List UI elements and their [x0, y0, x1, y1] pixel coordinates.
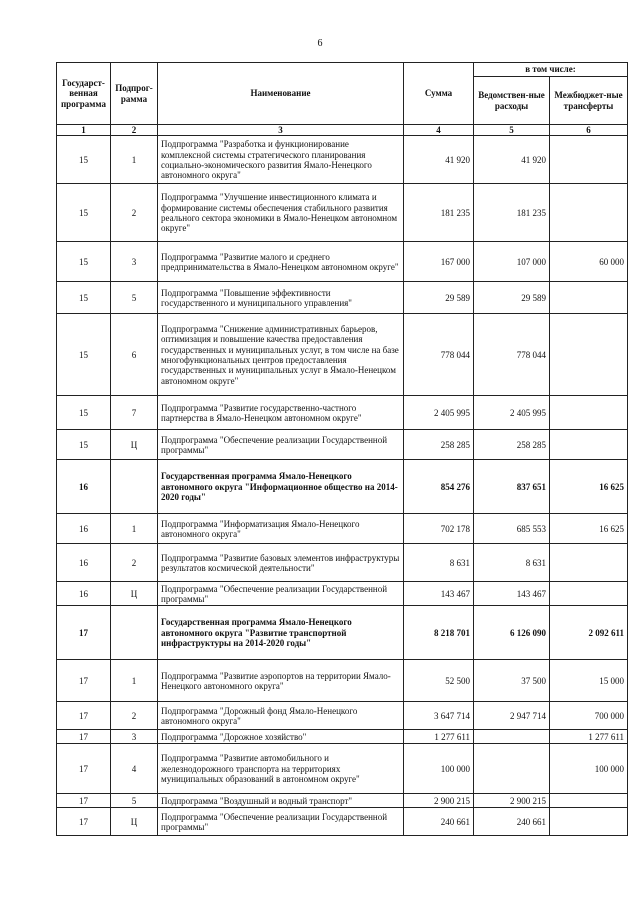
name-cell: Подпрограмма "Развитие малого и среднего предпринимательства в Ямало-Ненецком автономном округе" — [158, 242, 404, 282]
header-subprogram: Подпрог-рамма — [111, 63, 158, 125]
program-cell: 16 — [57, 582, 111, 606]
subprogram-cell: 1 — [111, 136, 158, 184]
subprogram-cell: 4 — [111, 744, 158, 794]
sum-cell: 3 647 714 — [404, 702, 474, 730]
sum-cell: 181 235 — [404, 184, 474, 242]
subprogram-cell — [111, 606, 158, 660]
departmental-cell: 6 126 090 — [474, 606, 550, 660]
subprogram-cell: 6 — [111, 314, 158, 396]
header-departmental: Ведомствен-ные расходы — [474, 77, 550, 125]
name-cell: Подпрограмма "Обеспечение реализации Государственной программы" — [158, 430, 404, 460]
transfers-cell: 60 000 — [550, 242, 628, 282]
column-index: 5 — [474, 125, 550, 136]
header-name: Наименование — [158, 63, 404, 125]
column-index: 4 — [404, 125, 474, 136]
departmental-cell: 8 631 — [474, 544, 550, 582]
subprogram-cell: 3 — [111, 730, 158, 744]
name-cell: Подпрограмма "Повышение эффективности государственного и муниципального управления" — [158, 282, 404, 314]
transfers-cell — [550, 544, 628, 582]
transfers-cell — [550, 794, 628, 808]
header-transfers: Межбюджет-ные трансферты — [550, 77, 628, 125]
name-cell: Государственная программа Ямало-Ненецкого автономного округа "Информационное общество на 2014-2020 годы" — [158, 460, 404, 514]
departmental-cell: 240 661 — [474, 808, 550, 836]
sum-cell: 8 631 — [404, 544, 474, 582]
table-row — [57, 544, 628, 582]
program-cell: 15 — [57, 430, 111, 460]
departmental-cell: 2 947 714 — [474, 702, 550, 730]
sum-cell: 258 285 — [404, 430, 474, 460]
departmental-cell: 41 920 — [474, 136, 550, 184]
sum-cell: 778 044 — [404, 314, 474, 396]
program-cell: 15 — [57, 184, 111, 242]
subprogram-cell — [111, 460, 158, 514]
sum-cell: 1 277 611 — [404, 730, 474, 744]
transfers-cell: 16 625 — [550, 514, 628, 544]
sum-cell: 8 218 701 — [404, 606, 474, 660]
sum-cell: 702 178 — [404, 514, 474, 544]
departmental-cell: 37 500 — [474, 660, 550, 702]
table-row — [57, 514, 628, 544]
table-row — [57, 184, 628, 242]
program-cell: 17 — [57, 808, 111, 836]
program-cell: 16 — [57, 514, 111, 544]
program-cell: 15 — [57, 136, 111, 184]
transfers-cell — [550, 314, 628, 396]
departmental-cell: 29 589 — [474, 282, 550, 314]
program-cell: 17 — [57, 702, 111, 730]
name-cell: Подпрограмма "Дорожное хозяйство" — [158, 730, 404, 744]
name-cell: Подпрограмма "Воздушный и водный транспорт" — [158, 794, 404, 808]
transfers-cell: 100 000 — [550, 744, 628, 794]
subprogram-cell: Ц — [111, 582, 158, 606]
departmental-cell: 2 405 995 — [474, 396, 550, 430]
transfers-cell — [550, 582, 628, 606]
departmental-cell: 837 651 — [474, 460, 550, 514]
subprogram-cell: 1 — [111, 514, 158, 544]
program-cell: 17 — [57, 744, 111, 794]
table-row — [57, 808, 628, 836]
subprogram-cell: 2 — [111, 702, 158, 730]
table-row — [57, 660, 628, 702]
table-row — [57, 314, 628, 396]
name-cell: Подпрограмма "Улучшение инвестиционного климата и формирование системы обеспечения стабильного развития реального сектора экономики в Ямало-Ненецком автономном округе" — [158, 184, 404, 242]
transfers-cell — [550, 430, 628, 460]
name-cell: Подпрограмма "Обеспечение реализации Государственной программы" — [158, 808, 404, 836]
name-cell: Подпрограмма "Обеспечение реализации Государственной программы" — [158, 582, 404, 606]
name-cell: Подпрограмма "Информатизация Ямало-Ненецкого автономного округа" — [158, 514, 404, 544]
program-cell: 17 — [57, 660, 111, 702]
program-cell: 15 — [57, 282, 111, 314]
header-sum: Сумма — [404, 63, 474, 125]
table-row — [57, 730, 628, 744]
transfers-cell: 1 277 611 — [550, 730, 628, 744]
departmental-cell: 107 000 — [474, 242, 550, 282]
sum-cell: 143 467 — [404, 582, 474, 606]
name-cell: Подпрограмма "Снижение административных барьеров, оптимизация и повышение качества предоставления государственных и муниципальных услуг, в том числе на базе многофункциональных центров предоставления государственных и муниципальных услуг в Ямало-Ненецком автономном округе" — [158, 314, 404, 396]
subprogram-cell: 5 — [111, 794, 158, 808]
header-including: в том числе: — [474, 63, 628, 77]
sum-cell: 2 900 215 — [404, 794, 474, 808]
departmental-cell: 685 553 — [474, 514, 550, 544]
name-cell: Подпрограмма "Развитие государственно-частного партнерства в Ямало-Ненецком автономном округе" — [158, 396, 404, 430]
name-cell: Подпрограмма "Развитие автомобильного и железнодорожного транспорта на территориях муниципальных образований в автономном округе" — [158, 744, 404, 794]
transfers-cell — [550, 808, 628, 836]
subprogram-cell: Ц — [111, 808, 158, 836]
table-row — [57, 430, 628, 460]
column-index: 2 — [111, 125, 158, 136]
program-cell: 15 — [57, 242, 111, 282]
sum-cell: 41 920 — [404, 136, 474, 184]
table-row — [57, 136, 628, 184]
sum-cell: 100 000 — [404, 744, 474, 794]
program-row — [57, 460, 628, 514]
transfers-cell: 16 625 — [550, 460, 628, 514]
program-cell: 17 — [57, 794, 111, 808]
departmental-cell: 181 235 — [474, 184, 550, 242]
header-program: Государст-венная программа — [57, 63, 111, 125]
table-row — [57, 282, 628, 314]
program-cell: 15 — [57, 396, 111, 430]
subprogram-cell: 5 — [111, 282, 158, 314]
column-index: 3 — [158, 125, 404, 136]
transfers-cell — [550, 396, 628, 430]
transfers-cell: 15 000 — [550, 660, 628, 702]
transfers-cell — [550, 136, 628, 184]
program-cell: 17 — [57, 606, 111, 660]
transfers-cell: 700 000 — [550, 702, 628, 730]
column-index: 6 — [550, 125, 628, 136]
budget-table — [56, 62, 628, 836]
sum-cell: 29 589 — [404, 282, 474, 314]
table-row — [57, 582, 628, 606]
departmental-cell — [474, 744, 550, 794]
table-body — [57, 136, 628, 836]
subprogram-cell: 3 — [111, 242, 158, 282]
departmental-cell — [474, 730, 550, 744]
table-row — [57, 242, 628, 282]
program-cell: 17 — [57, 730, 111, 744]
name-cell: Подпрограмма "Развитие аэропортов на территории Ямало-Ненецкого автономного округа" — [158, 660, 404, 702]
name-cell: Подпрограмма "Дорожный фонд Ямало-Ненецкого автономного округа" — [158, 702, 404, 730]
page-number: 6 — [317, 38, 323, 49]
program-cell: 15 — [57, 314, 111, 396]
table-row — [57, 702, 628, 730]
sum-cell: 2 405 995 — [404, 396, 474, 430]
departmental-cell: 258 285 — [474, 430, 550, 460]
sum-cell: 167 000 — [404, 242, 474, 282]
sum-cell: 240 661 — [404, 808, 474, 836]
subprogram-cell: 2 — [111, 184, 158, 242]
subprogram-cell: 1 — [111, 660, 158, 702]
transfers-cell — [550, 184, 628, 242]
transfers-cell — [550, 282, 628, 314]
header-row — [57, 63, 628, 77]
program-cell: 16 — [57, 544, 111, 582]
sum-cell: 52 500 — [404, 660, 474, 702]
subprogram-cell: 7 — [111, 396, 158, 430]
subprogram-cell: Ц — [111, 430, 158, 460]
program-cell: 16 — [57, 460, 111, 514]
column-index-row — [57, 125, 628, 136]
sum-cell: 854 276 — [404, 460, 474, 514]
column-index: 1 — [57, 125, 111, 136]
transfers-cell: 2 092 611 — [550, 606, 628, 660]
departmental-cell: 2 900 215 — [474, 794, 550, 808]
table-row — [57, 794, 628, 808]
table-row — [57, 396, 628, 430]
name-cell: Подпрограмма "Разработка и функционирование комплексной системы стратегического планирования социально-экономического развития Ямало-Ненецкого автономного округа" — [158, 136, 404, 184]
subprogram-cell: 2 — [111, 544, 158, 582]
name-cell: Государственная программа Ямало-Ненецкого автономного округа "Развитие транспортной инфраструктуры на 2014-2020 годы" — [158, 606, 404, 660]
program-row — [57, 606, 628, 660]
table-row — [57, 744, 628, 794]
name-cell: Подпрограмма "Развитие базовых элементов инфраструктуры результатов космической деятельности" — [158, 544, 404, 582]
departmental-cell: 778 044 — [474, 314, 550, 396]
departmental-cell: 143 467 — [474, 582, 550, 606]
